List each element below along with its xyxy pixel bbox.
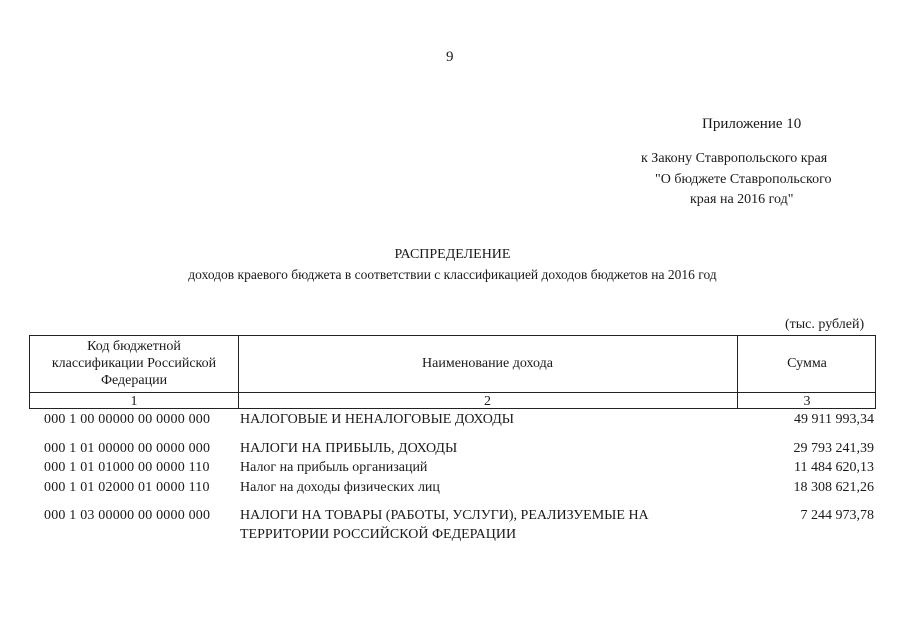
row-name: НАЛОГИ НА ТОВАРЫ (РАБОТЫ, УСЛУГИ), РЕАЛИЗУЕМЫЕ НА [240,508,649,523]
header-code-line: Федерации [100,373,168,388]
header-code [30,338,238,389]
row-code: 000 1 03 00000 00 0000 000 [44,508,211,523]
header-code-line: классификации Российской [51,356,217,371]
row-name: НАЛОГИ НА ПРИБЫЛЬ, ДОХОДЫ [240,441,458,456]
column-number: 1 [130,394,138,409]
row-amount: 49 911 993,34 [794,412,874,427]
document-subtitle: доходов краевого бюджета в соответствии с классификацией доходов бюджетов на 2016 год [188,267,717,282]
table-header [29,335,876,409]
row-name: Налог на доходы физических лиц [240,480,440,495]
law-reference-line: края на 2016 год" [690,192,794,207]
column-number: 3 [803,394,811,409]
page-number: 9 [446,49,454,65]
header-amount: Сумма [787,356,827,371]
row-amount: 29 793 241,39 [793,441,874,456]
row-code: 000 1 01 02000 01 0000 110 [44,480,210,495]
law-reference-line: "О бюджете Ставропольского [655,172,832,187]
row-code: 000 1 00 00000 00 0000 000 [44,412,211,427]
row-name-continued: ТЕРРИТОРИИ РОССИЙСКОЙ ФЕДЕРАЦИИ [240,527,517,542]
row-name: НАЛОГОВЫЕ И НЕНАЛОГОВЫЕ ДОХОДЫ [240,412,514,427]
column-number: 2 [484,394,491,409]
row-name: Налог на прибыль организаций [240,460,428,475]
header-code-line: Код бюджетной [87,339,181,354]
document-title: РАСПРЕДЕЛЕНИЕ [394,247,511,262]
law-reference-line: к Закону Ставропольского края [641,151,828,166]
row-code: 000 1 01 01000 00 0000 110 [44,460,210,475]
appendix-title: Приложение 10 [702,116,802,132]
row-amount: 18 308 621,26 [793,480,874,495]
header-name: Наименование дохода [422,356,553,371]
row-amount: 11 484 620,13 [794,460,874,475]
row-amount: 7 244 973,78 [800,508,874,523]
row-code: 000 1 01 00000 00 0000 000 [44,441,211,456]
units-note: (тыс. рублей) [785,317,865,332]
